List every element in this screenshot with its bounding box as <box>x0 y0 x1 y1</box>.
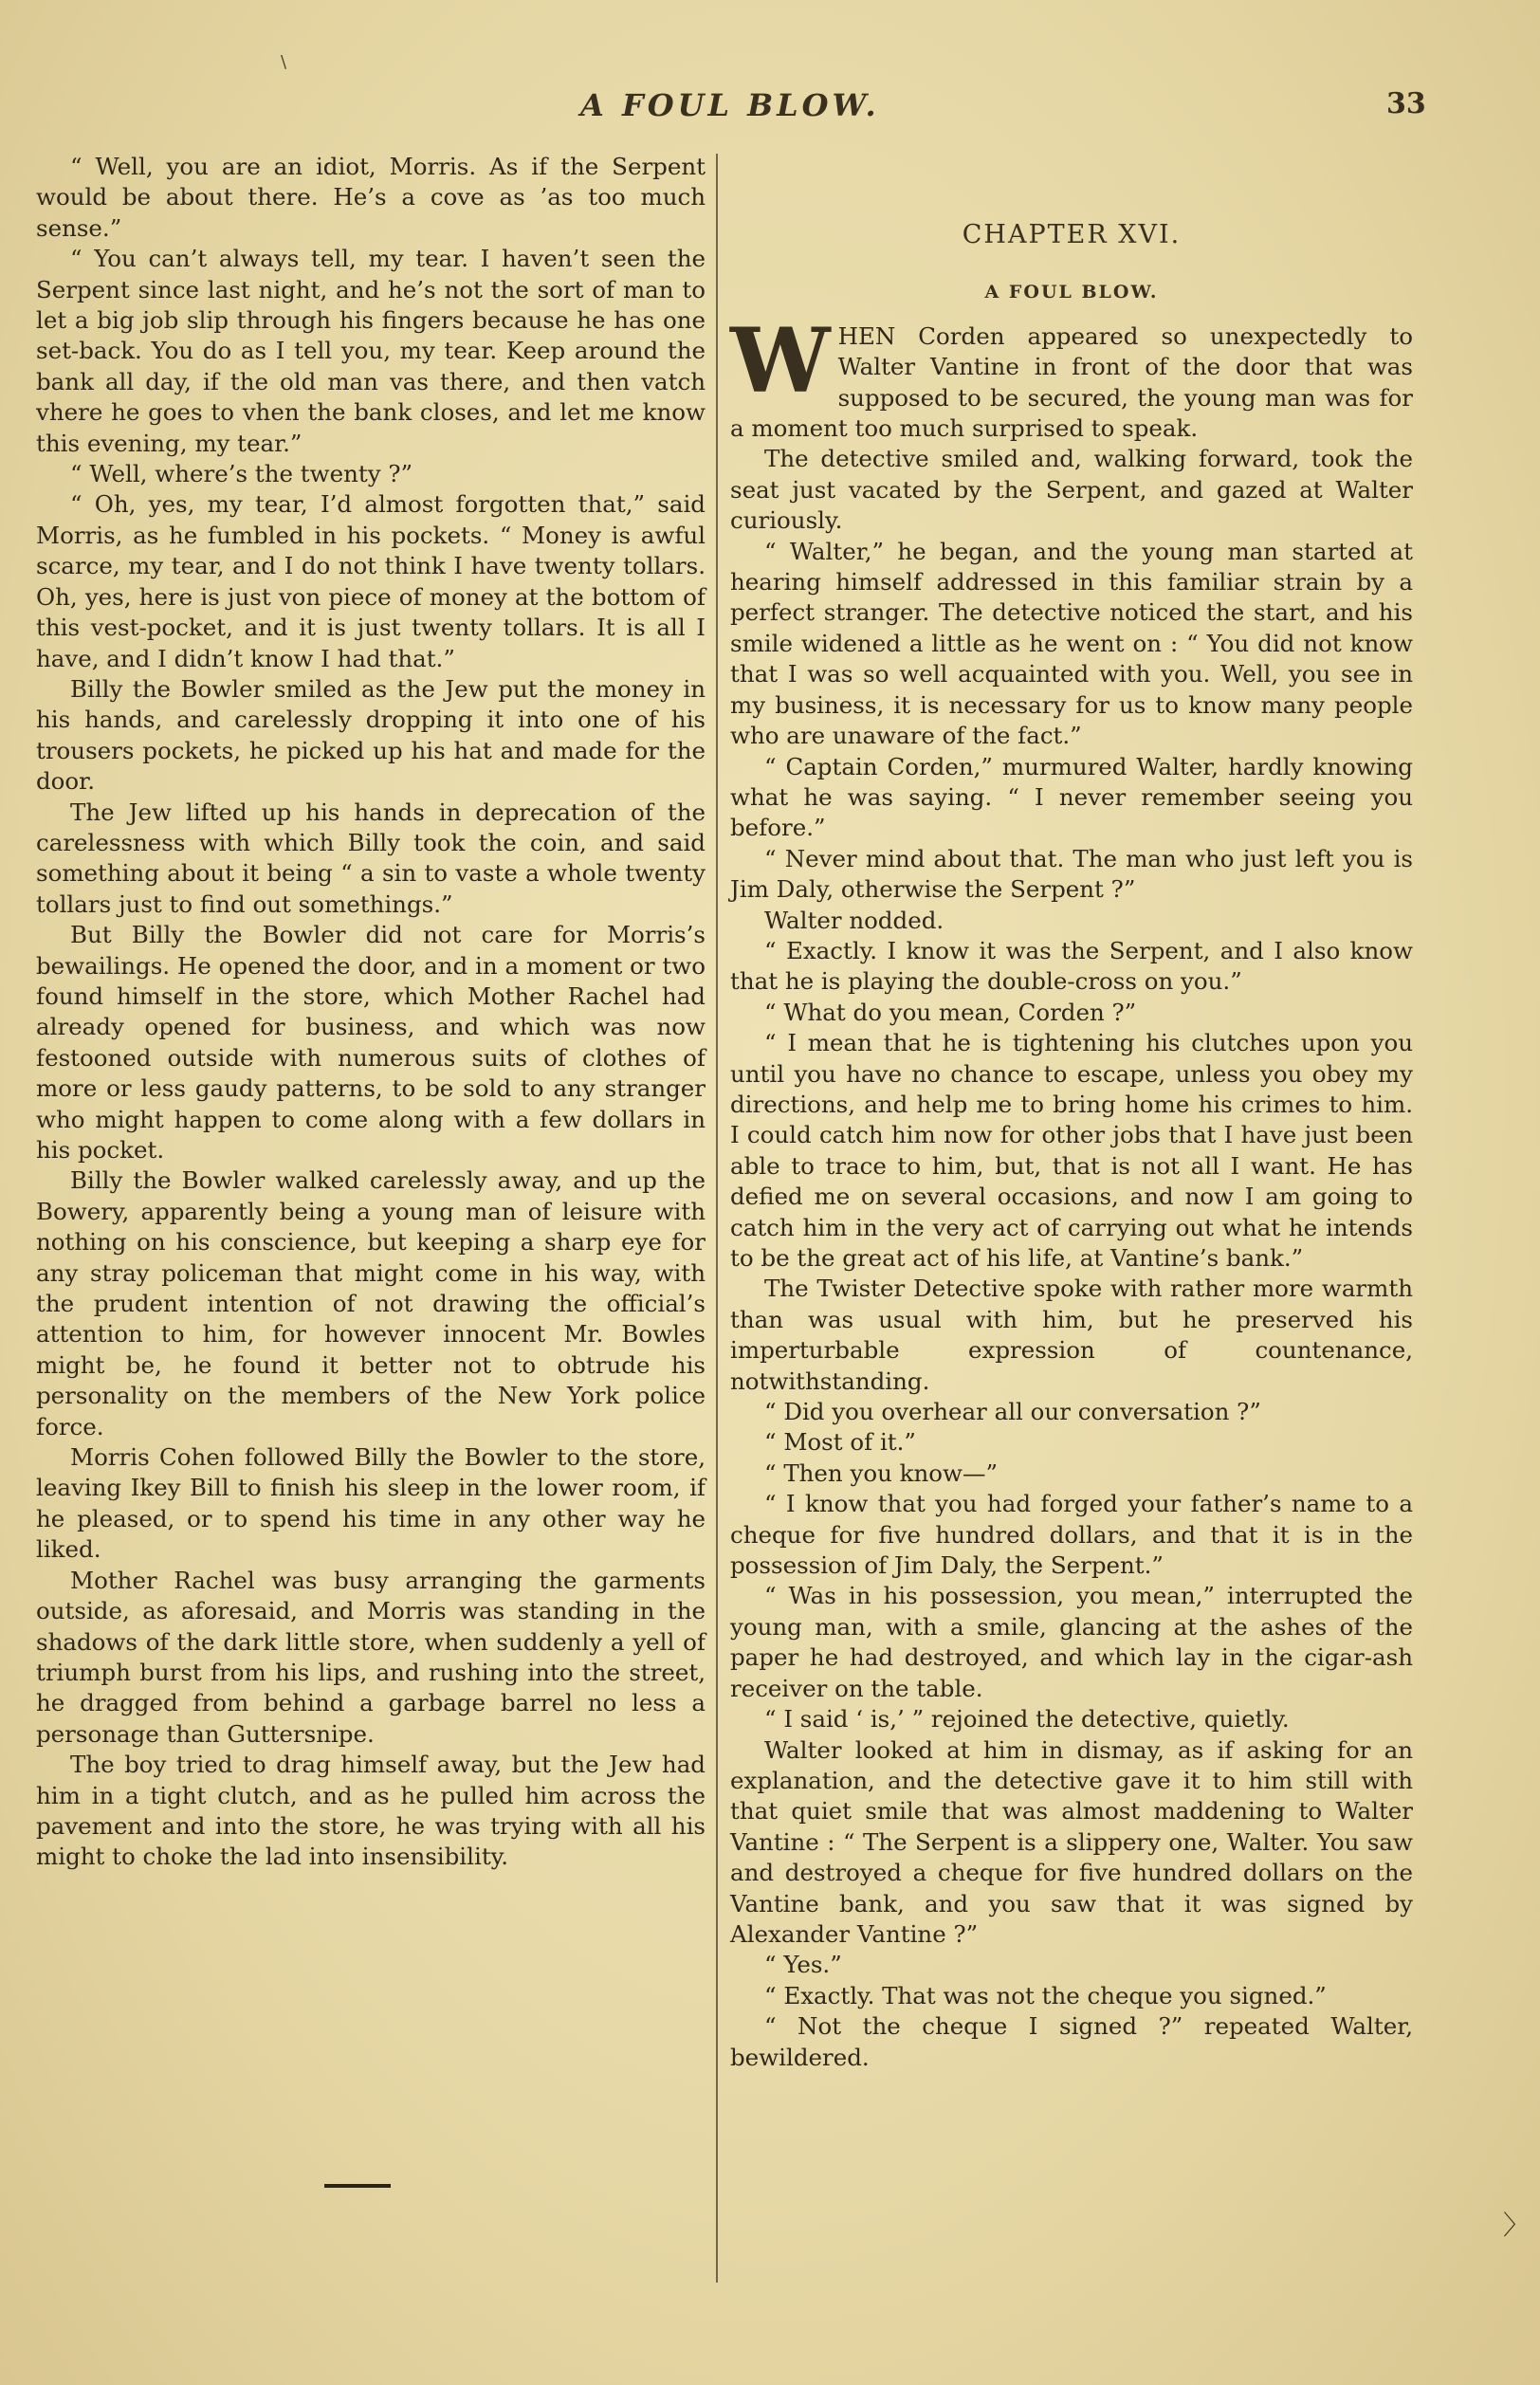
paragraph: “ Did you overhear all our conversation ?” <box>764 1398 1261 1426</box>
margin-mark: 〉 <box>1503 2210 1531 2241</box>
printing-mark: \ <box>281 52 287 72</box>
paragraph: “ Then you know—” <box>764 1459 999 1487</box>
page-number: 33 <box>1386 87 1426 120</box>
end-of-column-rule <box>324 2184 391 2188</box>
paragraph: Morris Cohen followed Billy the Bowler to the store, leaving Ikey Bill to finish his sleep in the lower room, if he pleased, or to spend his time in any other way he liked. <box>36 1443 706 1564</box>
paragraph: “ Never mind about that. The man who just left you is Jim Daly, otherwise the Serpent ?” <box>730 844 1413 904</box>
paragraph: “ Was in his possession, you mean,” interrupted the young man, with a smile, glancing at the ashes of the paper he had destroyed, and which lay in the cigar-ash receiver on the table. <box>730 1582 1413 1702</box>
paragraph: “ Well, you are an idiot, Morris. As if the Serpent would be about there. He’s a cove as ’as too much sense.” <box>36 153 706 242</box>
paragraph: “ I know that you had forged your father’s name to a cheque for five hundred dollars, and that it is in the possession of Jim Daly, the Serpent.” <box>730 1490 1413 1580</box>
paragraph: The boy tried to drag himself away, but the Jew had him in a tight clutch, and as he pulled him across the pavement and into the store, he was trying with all his might to choke the lad into insensibility. <box>36 1751 706 1871</box>
paragraph: “ Walter,” he began, and the young man started at hearing himself addressed in this familiar strain by a perfect stranger. The detective noticed the start, and his smile widened a little as he went on : “ You did not know that I was so well acquainted with you. Well, you see in my business, it is necessary for us to know many people who are unaware of the fact.” <box>730 537 1413 750</box>
paragraph: The detective smiled and, walking forward, took the seat just vacated by the Serpent, and gazed at Walter curiously. <box>730 445 1413 535</box>
paragraph: “ What do you mean, Corden ?” <box>764 998 1137 1026</box>
paragraph: Billy the Bowler smiled as the Jew put the money in his hands, and carelessly dropping it into one of his trousers pockets, he picked up his hat and made for the door. <box>36 674 706 796</box>
paragraph: “ Yes.” <box>764 1951 842 1979</box>
paragraph: Mother Rachel was busy arranging the garments outside, as aforesaid, and Morris was standing in the shadows of the dark little store, when suddenly a yell of triumph burst from his lips, and rushing into the street, he dragged from behind a garbage barrel no less a personage than Guttersnipe. <box>36 1566 706 1748</box>
paragraph: “ I said ‘ is,’ ” rejoined the detective, quietly. <box>764 1705 1290 1734</box>
running-title: A FOUL BLOW. <box>580 87 880 123</box>
page-header <box>0 87 1540 135</box>
paragraph: “ Most of it.” <box>764 1428 916 1457</box>
drop-cap: W <box>730 308 831 413</box>
chapter-subtitle: A FOUL BLOW. <box>984 282 1159 303</box>
paragraph: “ I mean that he is tightening his clutches upon you until you have no chance to escape, unless you obey my directions, and help me to bring home his crimes to him. I could catch him now for other jobs that I have just been able to trace to him, but, that is not all I want. He has defied me on several occasions, and now I am going to catch him in the very act of carrying out what he intends to be the great act of his life, at Vantine’s bank.” <box>730 1029 1413 1272</box>
opening-text: HEN Corden appeared so unexpectedly to Walter Vantine in front of the door that was supposed to be secured, the young man was for a moment too much surprised to speak. <box>730 321 1413 443</box>
column-divider <box>716 154 718 2283</box>
paragraph: The Jew lifted up his hands in deprecation of the carelessness with which Billy took the coin, and said something about it being “ a sin to vaste a whole twenty tollars just to find out somethings.” <box>36 798 706 918</box>
paragraph: The Twister Detective spoke with rather more warmth than was usual with him, but he preserved his imperturbable expression of countenance, notwithstanding. <box>730 1275 1413 1395</box>
paragraph: Walter looked at him in dismay, as if asking for an explanation, and the detective gave it to him still with that quiet smile that was almost maddening to Walter Vantine : “ The Serpent is a slippery one, Walter. You saw and destroyed a cheque for five hundred dollars on the Vantine bank, and you saw that it was signed by Alexander Vantine ?” <box>730 1735 1413 1948</box>
right-column <box>730 152 1413 2073</box>
paragraph: But Billy the Bowler did not care for Morris’s bewailings. He opened the door, and in a moment or two found himself in the store, which Mother Rachel had already opened for business, and which was now festooned outside with numerous suits of clothes of more or less gaudy patterns, to be sold to any stranger who might happen to come along with a few dollars in his pocket. <box>36 921 706 1164</box>
paragraph: “ Captain Corden,” murmured Walter, hardly knowing what he was saying. “ I never remember seeing you before.” <box>730 752 1413 842</box>
paragraph: “ Exactly. That was not the cheque you signed.” <box>764 1981 1327 2009</box>
paragraph: “ Not the cheque I signed ?” repeated Walter, bewildered. <box>730 2012 1413 2071</box>
paragraph: Billy the Bowler walked carelessly away, and up the Bowery, apparently being a young man of leisure with nothing on his conscience, but keeping a sharp eye for any stray policeman that might come in his way, with the prudent intention of not drawing the official’s attention to him, for however innocent Mr. Bowles might be, he found it better not to obtrude his personality on the members of the New York police force. <box>36 1166 706 1440</box>
chapter-opening-paragraph <box>730 308 1413 445</box>
chapter-heading: CHAPTER XVI. <box>962 220 1182 249</box>
paragraph: “ Well, where’s the twenty ?” <box>70 460 412 488</box>
paragraph: “ You can’t always tell, my tear. I haven’t seen the Serpent since last night, and he’s not the sort of man to let a big job slip through his fingers because he has one set-back. You do as I tell you, my tear. Keep around the bank all day, if the old man vas there, and then vatch vhere he goes to vhen the bank closes, and let me know this evening, my tear.” <box>36 245 706 457</box>
paragraph: “ Exactly. I know it was the Serpent, and I also know that he is playing the double-cross on you.” <box>730 936 1413 996</box>
paragraph: “ Oh, yes, my tear, I’d almost forgotten that,” said Morris, as he fumbled in his pockets. “ Money is awful scarce, my tear, and I do not think I have twenty tollars. Oh, yes, here is just von piece of money at the bottom of this vest-pocket, and it is just twenty tollars. It is all I have, and I didn’t know I had that.” <box>36 490 706 672</box>
paragraph: Walter nodded. <box>764 906 944 934</box>
left-column <box>36 152 706 1873</box>
